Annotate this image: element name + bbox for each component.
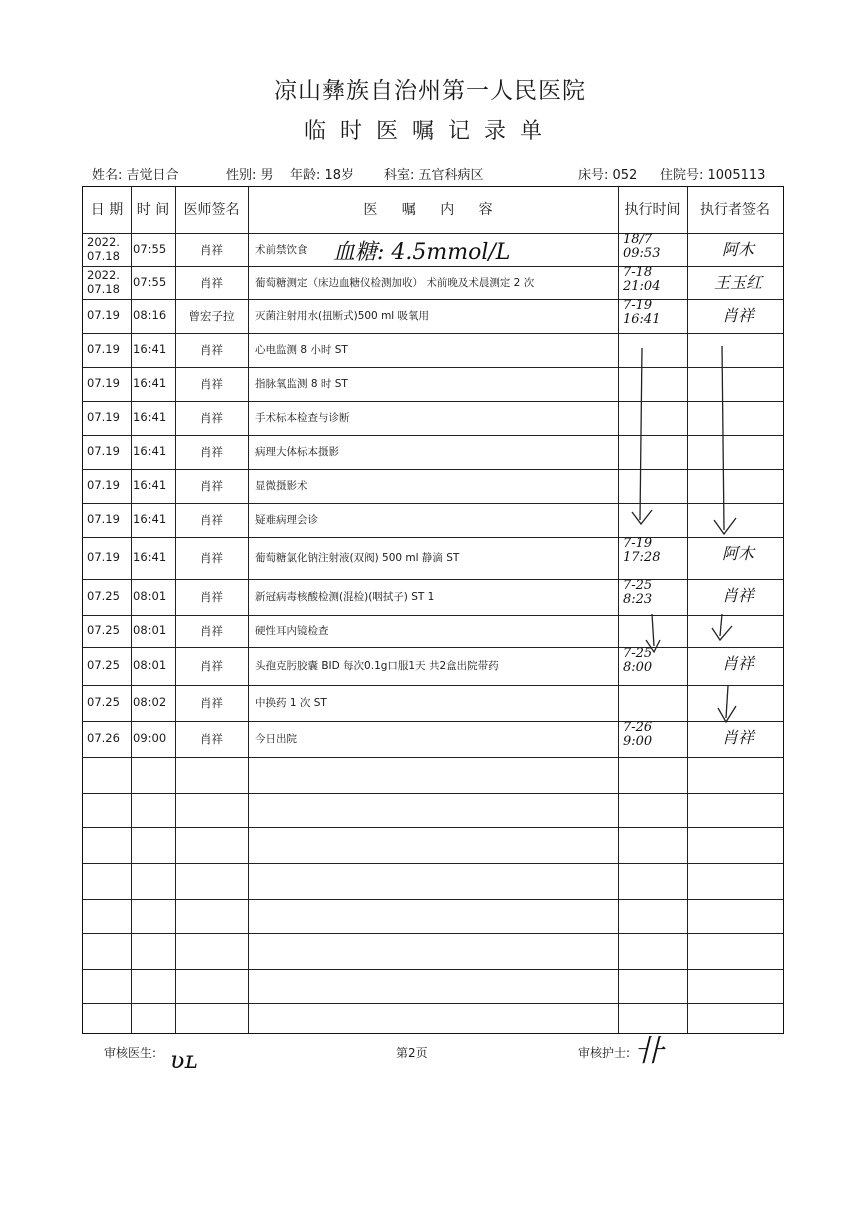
order-doctor: 肖祥 bbox=[200, 696, 223, 710]
order-doctor: 肖祥 bbox=[200, 377, 223, 391]
executor-signature: 肖祥 bbox=[721, 728, 754, 747]
col-header-date: 日 期 bbox=[90, 202, 124, 218]
col-header-exec-time: 执行时间 bbox=[624, 202, 681, 218]
form-title: 临时医嘱记录单 bbox=[303, 119, 556, 144]
executor-signature: 肖祥 bbox=[721, 306, 754, 325]
order-doctor: 肖祥 bbox=[200, 242, 223, 257]
order-date: 07.19 bbox=[87, 308, 120, 322]
order-doctor: 肖祥 bbox=[200, 275, 223, 290]
order-doctor: 肖祥 bbox=[200, 659, 223, 673]
order-content: 指脉氧监测 8 时 ST bbox=[255, 378, 348, 390]
order-date: 07.25 bbox=[87, 589, 120, 603]
order-doctor: 肖祥 bbox=[200, 732, 223, 746]
order-content: 硬性耳内镜检查 bbox=[255, 625, 329, 637]
patient-dept: 科室: 五官科病区 bbox=[384, 168, 484, 183]
order-doctor: 肖祥 bbox=[200, 624, 223, 638]
order-doctor: 肖祥 bbox=[200, 343, 223, 357]
order-content: 术前禁饮食 bbox=[255, 243, 308, 256]
patient-bed: 床号: 052 bbox=[578, 168, 638, 183]
handwritten-note: 血糖: 4.5mmol/L bbox=[333, 240, 511, 265]
exec-time: 7-25 8:23 bbox=[623, 578, 653, 607]
order-doctor: 肖祥 bbox=[200, 590, 223, 604]
footer-review-nurse: 审核护士: bbox=[578, 1046, 631, 1060]
nurse-signature: 卝 bbox=[634, 1034, 664, 1069]
order-date: 2022. 07.18 bbox=[87, 235, 120, 263]
order-content: 心电监测 8 小时 ST bbox=[255, 344, 348, 356]
order-time: 16:41 bbox=[133, 342, 167, 356]
order-time: 07:55 bbox=[133, 241, 167, 256]
order-date: 07.19 bbox=[87, 512, 120, 526]
order-doctor: 肖祥 bbox=[200, 479, 223, 493]
order-date: 07.19 bbox=[87, 410, 120, 424]
order-time: 16:41 bbox=[133, 444, 167, 458]
order-time: 08:16 bbox=[133, 308, 167, 322]
order-content: 葡萄糖氯化钠注射液(双阀) 500 ml 静滴 ST bbox=[255, 552, 460, 564]
exec-time: 7-25 8:00 bbox=[623, 646, 653, 675]
order-content: 手术标本检查与诊断 bbox=[255, 412, 350, 424]
executor-signature: 王玉红 bbox=[713, 273, 762, 292]
col-header-doctor: 医师签名 bbox=[183, 202, 240, 218]
order-doctor: 肖祥 bbox=[200, 411, 223, 425]
exec-time: 7-18 21:04 bbox=[623, 265, 661, 294]
order-content: 今日出院 bbox=[255, 733, 297, 745]
order-date: 07.19 bbox=[87, 444, 120, 458]
order-doctor: 曾宏子拉 bbox=[188, 309, 235, 323]
footer-page: 第2页 bbox=[396, 1046, 428, 1060]
patient-gender: 性别: 男 bbox=[226, 168, 274, 183]
order-date: 07.25 bbox=[87, 623, 120, 637]
order-doctor: 肖祥 bbox=[200, 445, 223, 459]
order-content: 中换药 1 次 ST bbox=[255, 697, 327, 709]
executor-signature: 阿木 bbox=[721, 240, 754, 259]
order-time: 16:41 bbox=[133, 376, 167, 390]
order-date: 07.25 bbox=[87, 695, 120, 709]
order-content: 灭菌注射用水(扭断式)500 ml 吸氧用 bbox=[255, 310, 430, 322]
order-content: 疑难病理会诊 bbox=[255, 514, 318, 526]
executor-signature: 肖祥 bbox=[721, 654, 754, 673]
order-time: 16:41 bbox=[133, 410, 167, 424]
order-time: 16:41 bbox=[133, 550, 167, 564]
order-time: 08:01 bbox=[133, 658, 167, 672]
order-time: 16:41 bbox=[133, 478, 167, 492]
order-content: 葡萄糖测定（床边血糖仪检测加收） 术前晚及术晨测定 2 次 bbox=[255, 276, 535, 289]
order-time: 08:01 bbox=[133, 623, 167, 637]
exec-time: 7-26 9:00 bbox=[623, 720, 653, 749]
order-time: 16:41 bbox=[133, 512, 167, 526]
col-header-content: 医 嘱 内 容 bbox=[363, 202, 503, 218]
executor-signature: 肖祥 bbox=[721, 586, 754, 605]
order-time: 08:02 bbox=[133, 695, 167, 709]
footer-review-doctor: 审核医生: bbox=[104, 1046, 157, 1060]
order-time: 07:55 bbox=[133, 274, 167, 289]
order-time: 08:01 bbox=[133, 589, 167, 603]
order-date: 07.19 bbox=[87, 550, 120, 564]
order-date: 07.25 bbox=[87, 658, 120, 672]
order-content: 病理大体标本摄影 bbox=[255, 446, 339, 458]
patient-name: 姓名: 吉觉日合 bbox=[92, 168, 179, 183]
order-date: 07.19 bbox=[87, 342, 120, 356]
exec-time: 7-19 16:41 bbox=[623, 298, 661, 327]
order-doctor: 肖祥 bbox=[200, 551, 223, 565]
doctor-signature: ʋʟ bbox=[170, 1046, 198, 1074]
executor-signature: 阿木 bbox=[721, 544, 754, 563]
order-date: 07.26 bbox=[87, 731, 120, 745]
patient-age: 年龄: 18岁 bbox=[290, 168, 355, 183]
col-header-time: 时 间 bbox=[136, 202, 170, 218]
order-content: 显微摄影术 bbox=[255, 480, 308, 492]
order-content: 头孢克肟胶囊 BID 每次0.1g口服1天 共2盒出院带药 bbox=[255, 660, 499, 672]
patient-admission-no: 住院号: 1005113 bbox=[660, 168, 766, 183]
order-date: 07.19 bbox=[87, 376, 120, 390]
order-date: 2022. 07.18 bbox=[87, 268, 120, 296]
order-doctor: 肖祥 bbox=[200, 513, 223, 527]
order-time: 09:00 bbox=[133, 731, 167, 745]
exec-time: 18/7 09:53 bbox=[623, 232, 661, 261]
order-content: 新冠病毒核酸检测(混检)(咽拭子) ST 1 bbox=[255, 591, 435, 603]
hospital-name: 凉山彝族自治州第一人民医院 bbox=[274, 78, 586, 104]
exec-time: 7-19 17:28 bbox=[623, 536, 661, 565]
col-header-executor: 执行者签名 bbox=[700, 202, 770, 218]
order-date: 07.19 bbox=[87, 478, 120, 492]
